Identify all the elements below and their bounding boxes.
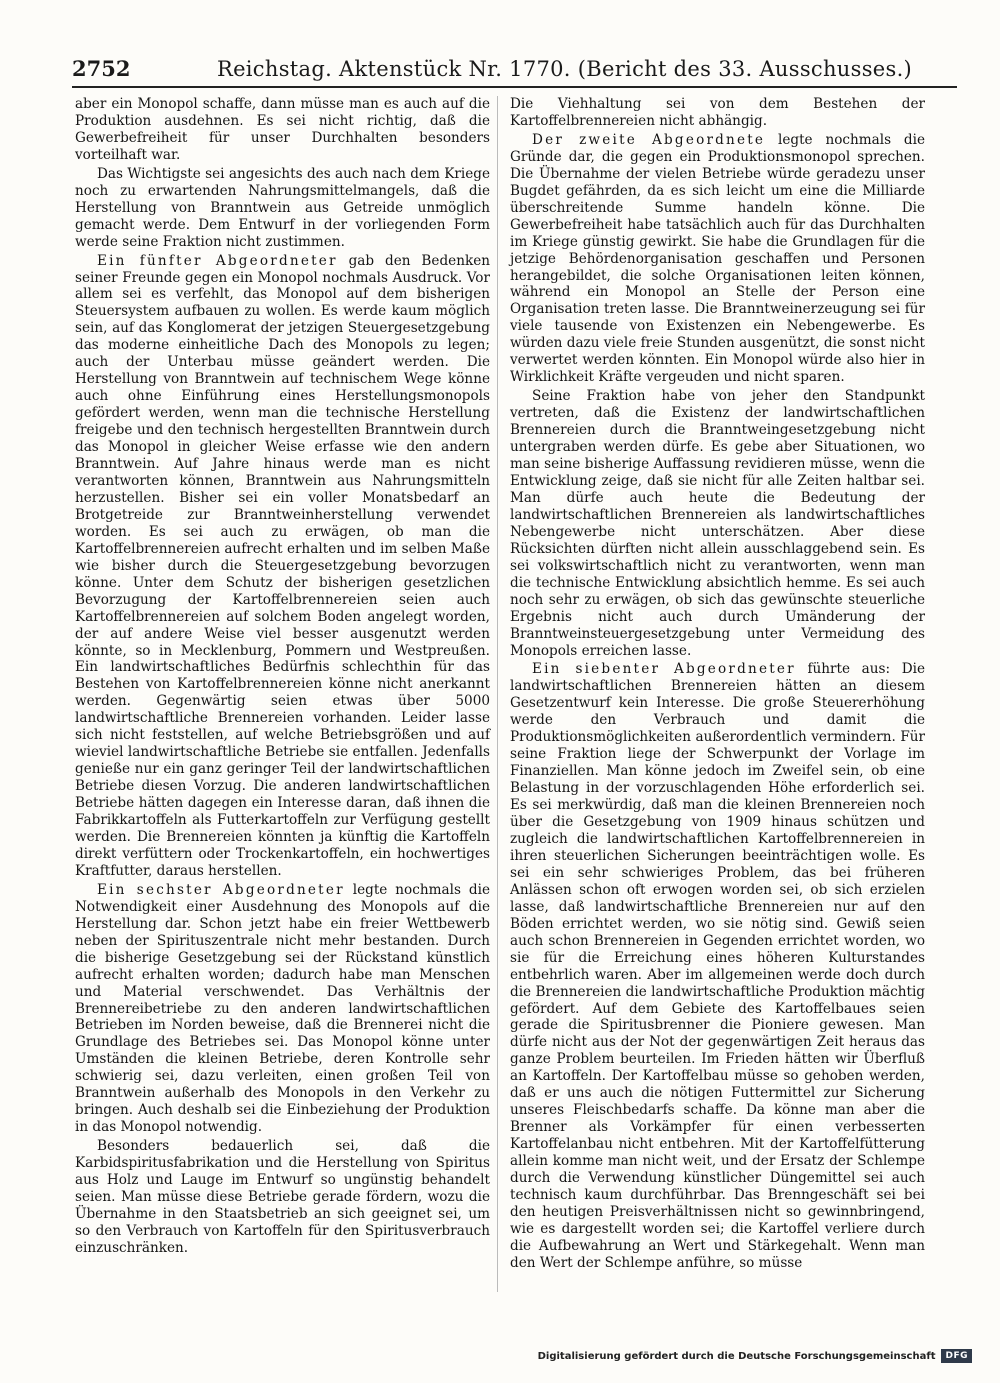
speaker-lead: Der zweite Abgeordnete bbox=[532, 131, 766, 148]
paragraph: Ein sechster Abgeordneter legte nochmals die Notwendigkeit einer Ausdehnung des Monopols auf die Herstellung dar. Schon jetzt habe ein freier Wettbewerb neben der Spirituszentrale nicht mehr bestanden. Durch die bisherige Gesetzgebung sei der Rückstand künstlich aufrecht erhalten worden; dadurch habe man Menschen und Material verschwendet. Das Verhältnis der Brennereibetriebe zu den anderen landwirtschaftlichen Betrieben im Norden beweise, daß die Brennerei nicht die Grundlage des Betriebes sei. Das Monopol könne unter Umständen die kleinen Betriebe, deren Kontrolle sehr schwierig sei, dazu verleiten, einen großen Teil von Branntwein außerhalb des Monopols in den Verkehr zu bringen. Auch deshalb sei die Einbeziehung der Produktion in das Monopol notwendig. bbox=[75, 881, 490, 1136]
page-number: 2752 bbox=[72, 56, 131, 81]
paragraph: Ein siebenter Abgeordneter führte aus: Die landwirtschaftlichen Brennereien hätten an diesem Gesetzentwurf kein Interesse. Die große Steuererhöhung werde den Verbrauch und damit die Produktionsmöglichkeiten außerordentlich vermindern. Für seine Fraktion liege der Schwerpunkt der Vorlage im Finanziellen. Man könne jedoch im Zweifel sein, ob eine Belastung in der vorzuschlagenden Höhe erforderlich sei. Es sei merkwürdig, daß man die kleinen Brennereien noch über die Gesetzgebung von 1909 hinaus schützen und zugleich die landwirtschaftlichen Kartoffelbrennereien in ihren steuerlichen Sicherungen beeinträchtigen wolle. Es sei ein sehr schwieriges Problem, das bei früheren Anlässen schon oft erwogen worden sei, ob sich erzielen lasse, daß landwirtschaftliche Brennereien nur auf den Böden errichtet werden, wo sie nötig sind. Gewiß seien auch schon Brennereien in Gegenden errichtet worden, wo sie für die Erreichung eines höheren Kulturstandes entbehrlich waren. Aber im allgemeinen werde doch durch die Brennereien die landwirtschaftliche Produktion mächtig gefördert. Auf dem Gebiete des Kartoffelbaues seien gerade die Spiritusbrenner die Pioniere gewesen. Man dürfe nicht aus der Not der gegenwärtigen Zeit heraus das ganze Problem beurteilen. Im Frieden hätten wir Überfluß an Kartoffeln. Der Kartoffelbau müsse so gehoben werden, daß er uns auch die nötigen Futtermittel zur Sicherung unseres Fleischbedarfs schaffe. Da könne man aber die Brenner als Vorkämpfer für einen verbesserten Kartoffelanbau nicht entbehren. Mit der Kartoffelfütterung allein komme man nicht weit, und der Ersatz der Schlempe durch die Verwendung künstlicher Düngemittel sei auch technisch kaum durchführbar. Das Brenngeschäft sei bei den heutigen Preisverhältnissen nicht so gewinnbringend, wie es dargestellt worden sei; die Kartoffel verliere durch die Aufbewahrung an Wert und Stärkegehalt. Wenn man den Wert der Schlempe anführe, so müsse bbox=[510, 661, 926, 1271]
right-column bbox=[510, 96, 925, 1274]
paragraph: Besonders bedauerlich sei, daß die Karbidspiritusfabrikation und die Herstellung von Spiritus aus Holz und Lauge im Entwurf so ungünstig behandelt seien. Man müsse diese Betriebe gerade fördern, wozu die Übernahme in den Staatsbetrieb an sich geeignet sei, um so den Verbrauch von Kartoffeln für den Spiritusverbrauch einzuschränken. bbox=[75, 1138, 490, 1256]
paragraph: Seine Fraktion habe von jeher den Standpunkt vertreten, daß die Existenz der landwirtschaftlichen Brennereien durch die Branntweingesetzgebung nicht untergraben werden dürfe. Es gebe aber Situationen, wo man seine bisherige Auffassung revidieren müsse, wenn die Entwicklung zeige, daß sie nicht für alle Zeiten haltbar sei. Man dürfe auch heute die Bedeutung der landwirtschaftlichen Brennereien als landwirtschaftliches Nebengewerbe nicht unterschätzen. Aber diese Rücksichten dürften nicht allein ausschlaggebend sein. Es sei volkswirtschaftlich nicht zu verantworten, wenn man die technische Entwicklung absichtlich hemme. Es sei auch noch sehr zu erwägen, ob sich das gewünschte steuerliche Ergebnis nicht auch durch Umänderung der Branntweinsteuergesetzgebung unter Vermeidung des Monopols erreichen lasse. bbox=[510, 388, 925, 659]
paragraph: Die Viehhaltung sei von dem Bestehen der Kartoffelbrennereien nicht abhängig. bbox=[510, 96, 925, 129]
footer-credit bbox=[538, 1346, 972, 1366]
page-header bbox=[72, 56, 957, 86]
paragraph: aber ein Monopol schaffe, dann müsse man es auch auf die Produktion ausdehnen. Es sei nicht richtig, daß die Gewerbefreiheit für unser Durchhalten besonders vorteilhaft war. bbox=[75, 96, 490, 163]
header-rule bbox=[72, 86, 957, 88]
paragraph: Ein fünfter Abgeordneter gab den Bedenken seiner Freunde gegen ein Monopol nochmals Ausdruck. Vor allem sei es verfehlt, das Monopol auf dem bisherigen Steuersystem aufbauen zu wollen. Es werde kaum möglich sein, auf das Konglomerat der jetzigen Steuergesetzgebung das moderne einheitliche Dach des Monopols zu legen; auch der Unterbau müsse geändert werden. Die Herstellung von Branntwein auf technischem Wege könne auch ohne Einführung eines Herstellungsmonopols gefördert werden, wenn man die technische Herstellung freigebe und den technisch hergestellten Branntwein durch das Monopol in gleicher Weise erfasse wie den andern Branntwein. Auf Jahre hinaus werde man es nicht verantworten können, Branntwein aus Nahrungsmitteln herzustellen. Bisher sei ein voller Monatsbedarf an Brotgetreide zur Branntweinherstellung verwendet worden. Es sei auch zu erwägen, ob man die Kartoffelbrennereien aufrecht erhalten und im selben Maße wie bisher durch die Steuergesetzgebung bevorzugen könne. Unter dem Schutz der bisherigen gesetzlichen Bevorzugung der Kartoffelbrennereien seien auch Kartoffelbrennereien auf solchem Boden angelegt worden, der auf andere Weise viel besser ausgenutzt werden könnte, so in Mecklenburg, Pommern und Westpreußen. Ein landwirtschaftliches Bedürfnis schlechthin für das Bestehen von Kartoffelbrennereien könne nicht anerkannt werden. Gegenwärtig seien etwas über 5000 landwirtschaftliche Brennereien vorhanden. Leider lasse sich nicht feststellen, auf welche Betriebsgrößen und auf wieviel landwirtschaftliche Betriebe sie entfallen. Jedenfalls genieße nur ein ganz geringer Teil der landwirtschaftlichen Betriebe diesen Vorzug. Die anderen landwirtschaftlichen Betriebe hätten dagegen ein Interesse daran, daß ihnen die Fabrikkartoffeln als Futterkartoffeln zur Verfügung gestellt werden. Die Brennereien könnten ja künftig die Kartoffeln direkt verfüttern oder Trockenkartoffeln, ein hochwertiges Kraftfutter, daraus herstellen. bbox=[75, 252, 490, 879]
left-column bbox=[75, 96, 490, 1259]
speaker-lead: Ein sechster Abgeordneter bbox=[97, 881, 345, 898]
speaker-lead: Ein fünfter Abgeordneter bbox=[97, 252, 338, 269]
footer-text: Digitalisierung gefördert durch die Deutsche Forschungsgemeinschaft bbox=[537, 1350, 936, 1362]
running-head: Reichstag. Aktenstück Nr. 1770. (Bericht des 33. Ausschusses.) bbox=[216, 57, 913, 81]
column-divider bbox=[497, 96, 498, 1292]
speaker-lead: Ein siebenter Abgeordneter bbox=[532, 661, 796, 678]
paragraph: Das Wichtigste sei angesichts des auch nach dem Kriege noch zu erwartenden Nahrungsmittelmangels, daß die Herstellung von Branntwein aus Getreide unmöglich gemacht werde. Dem Entwurf in der vorliegenden Form werde seine Fraktion nicht zustimmen. bbox=[75, 165, 490, 250]
paragraph: Der zweite Abgeordnete legte nochmals die Gründe dar, die gegen ein Produktionsmonopol sprechen. Die Übernahme der vielen Betriebe würde geradezu unser Bugdet gefährden, da es sich leicht um eine die Milliarde überschreitende Summe handeln könne. Die Gewerbefreiheit habe tatsächlich auch für das Durchhalten im Kriege günstig gewirkt. Sie habe die Grundlagen für die jetzige Behördenorganisation geschaffen und Personen herangebildet, die solche Organisationen leiten können, während ein Monopol an Stelle der Person eine Organisation treten lasse. Die Branntweinerzeugung sei für viele tausende von Existenzen ein Nebengewerbe. Es würden dazu viele freie Stunden ausgenützt, die sonst nicht verwertet werden könnten. Ein Monopol würde also hier in Wirklichkeit Kräfte vergeuden und nicht sparen. bbox=[510, 131, 925, 386]
dfg-logo-icon: DFG bbox=[941, 1349, 972, 1363]
